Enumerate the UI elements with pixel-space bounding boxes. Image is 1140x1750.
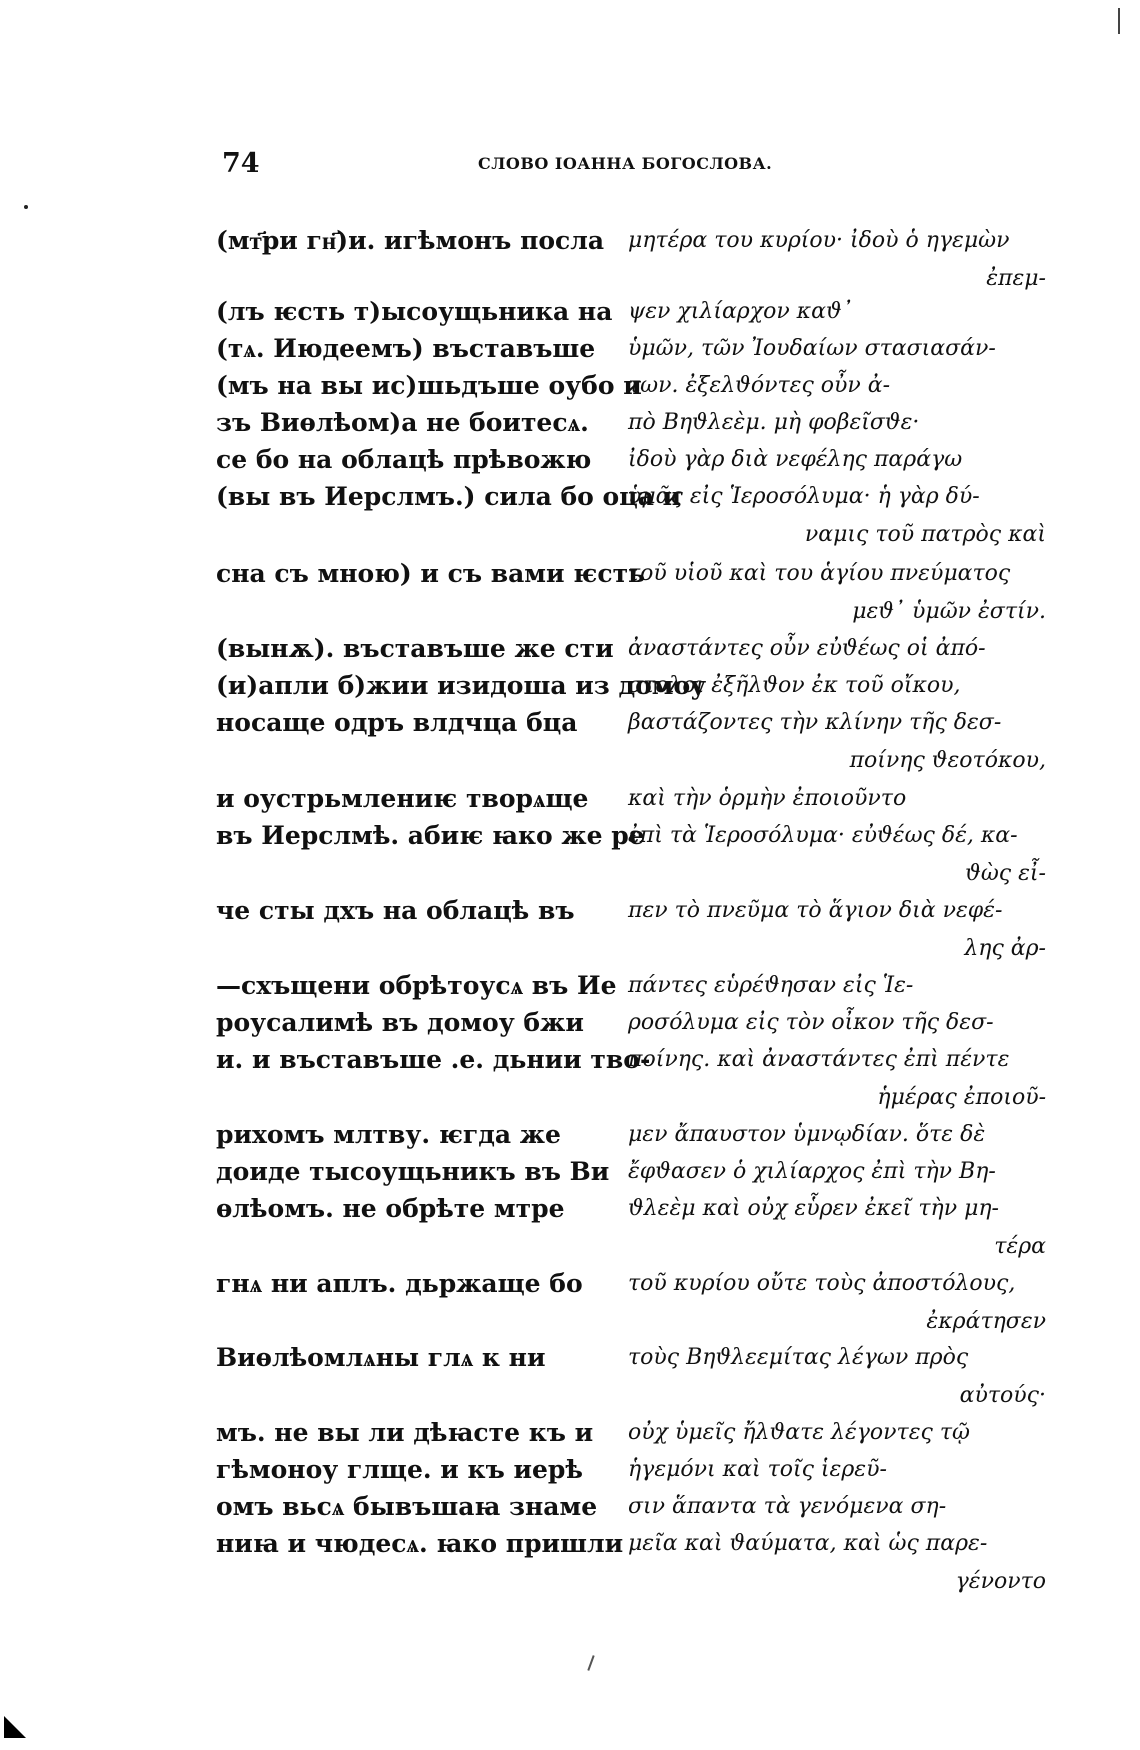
greek-line: τοῦ κυρίου οὔτε τοὺς ἀποστόλους, bbox=[628, 1271, 1016, 1296]
greek-column bbox=[628, 1153, 1046, 1191]
greek-column bbox=[628, 1116, 1046, 1154]
slavonic-line: Виѳлѣомлѧны глѧ к ни bbox=[216, 1343, 546, 1372]
greek-column bbox=[628, 1339, 1046, 1415]
greek-line: μεϑ᾽ ὑμῶν ἐστίν. bbox=[852, 599, 1046, 624]
greek-line: ἡγεμόνι καὶ τοῖς ἱερεῦ- bbox=[628, 1457, 887, 1482]
slavonic-line: и. и въставъше .е. дьнии тво- bbox=[216, 1045, 651, 1074]
scan-line bbox=[1118, 8, 1120, 34]
greek-column bbox=[628, 478, 1046, 554]
slavonic-line: рихомъ млтву. ѥгда же bbox=[216, 1120, 561, 1149]
greek-line: αὐτούς· bbox=[959, 1383, 1046, 1408]
corner-arrow-icon bbox=[4, 1716, 26, 1738]
slavonic-line: гѣмоноу глще. и къ иерѣ bbox=[216, 1455, 583, 1484]
slavonic-line: (мт҃ри гн҃)и. игѣмонъ посла bbox=[216, 226, 605, 255]
slavonic-line: роусалимѣ въ домоу бжи bbox=[216, 1008, 584, 1037]
greek-line: ϑὼς εἶ- bbox=[965, 861, 1046, 886]
greek-line: ὑμᾶς εἰς Ἱεροσόλυμα· ἡ γὰρ δύ- bbox=[628, 484, 980, 509]
slavonic-line: ѳлѣомъ. не обрѣте мтре bbox=[216, 1194, 565, 1223]
greek-line: μεῖα καὶ ϑαύματα, καὶ ὡς παρε- bbox=[628, 1531, 988, 1556]
greek-line: ποίνης ϑεοτόκου, bbox=[849, 748, 1046, 773]
greek-line: ἀναστάντες οὖν εὐϑέως οἱ ἀπό- bbox=[628, 636, 986, 661]
greek-line: ϑλεὲμ καὶ οὐχ εὗρεν ἐκεῖ τὴν μη- bbox=[628, 1196, 999, 1221]
greek-line: ὑμῶν, τῶν Ἰουδαίων στασιασάν- bbox=[628, 336, 996, 361]
greek-line: ἐκράτησεν bbox=[926, 1309, 1046, 1334]
greek-column bbox=[628, 330, 1046, 368]
scan-speck bbox=[24, 205, 28, 209]
slavonic-line: доиде тысоущьникъ въ Ви bbox=[216, 1157, 610, 1186]
slavonic-line: (и)апли б)жии изидоша из домоу bbox=[216, 671, 707, 700]
slavonic-line: носаще одръ влдчца бца bbox=[216, 708, 578, 737]
greek-line: ἐπεμ- bbox=[986, 266, 1046, 291]
slavonic-line: зъ Виѳлѣом)а не боитесѧ. bbox=[216, 408, 589, 437]
greek-line: ναμις τοῦ πατρὸς καὶ bbox=[804, 522, 1046, 547]
slavonic-line: —схъщени обрѣтоусѧ въ Ие bbox=[216, 971, 617, 1000]
greek-line: τοὺς Βηϑλεεμίτας λέγων πρὸς bbox=[628, 1345, 969, 1370]
greek-column bbox=[628, 630, 1046, 668]
greek-line: σιν ἅπαντα τὰ γενόμενα ση- bbox=[628, 1494, 947, 1519]
slavonic-line: омъ вьсѧ бывъшаꙗ знаме bbox=[216, 1492, 598, 1521]
greek-column bbox=[628, 1265, 1046, 1341]
greek-line: ψεν χιλίαρχον καϑ᾽ bbox=[628, 299, 853, 324]
slavonic-line: въ Иерслмѣ. абиѥ ꙗко же ре bbox=[216, 821, 645, 850]
greek-line: ἰδοὺ γὰρ διὰ νεφέλης παράγω bbox=[628, 447, 963, 472]
running-title: СЛОВО ІОАННА БОГОСЛОВА. bbox=[478, 154, 773, 173]
greek-column bbox=[628, 1451, 1046, 1489]
slavonic-line: че сты дхъ на облацѣ въ bbox=[216, 896, 575, 925]
slavonic-line: (лъ ѥсть т)ысоущьника на bbox=[216, 297, 613, 326]
slavonic-line: (вы въ Иерслмъ.) сила бо оца и bbox=[216, 482, 682, 511]
slavonic-line: (мъ на вы ис)шьдъше оубо и bbox=[216, 371, 642, 400]
greek-column bbox=[628, 892, 1046, 968]
greek-column bbox=[628, 441, 1046, 479]
greek-line: βαστάζοντες τὴν κλίνην τῆς δεσ- bbox=[628, 710, 1002, 735]
greek-column bbox=[628, 1190, 1046, 1266]
greek-column bbox=[628, 1414, 1046, 1452]
greek-line: τοῦ υἱοῦ καὶ του ἁγίου πνεύματος bbox=[628, 561, 1011, 586]
slavonic-line: се бо на облацѣ прѣвожю bbox=[216, 445, 592, 474]
greek-line: λης ἀρ- bbox=[964, 936, 1046, 961]
greek-line: των. ἐξελϑόντες οὖν ἀ- bbox=[628, 373, 891, 398]
greek-line: πάντες εὑρέϑησαν εἰς Ἱε- bbox=[628, 973, 914, 998]
greek-column bbox=[628, 967, 1046, 1005]
greek-column bbox=[628, 704, 1046, 780]
greek-column bbox=[628, 222, 1046, 298]
greek-line: οὐχ ὑμεῖς ἤλϑατε λέγοντες τῷ bbox=[628, 1420, 970, 1445]
greek-column bbox=[628, 780, 1046, 818]
greek-line: μεν ἄπαυστον ὑμνῳδίαν. ὅτε δὲ bbox=[628, 1122, 986, 1147]
greek-line: γένοντο bbox=[955, 1569, 1046, 1594]
greek-column bbox=[628, 817, 1046, 893]
greek-column bbox=[628, 1041, 1046, 1117]
greek-column bbox=[628, 667, 1046, 705]
greek-line: ἐπὶ τὰ Ἱεροσόλυμα· εὐϑέως δέ, κα- bbox=[628, 823, 1018, 848]
greek-column bbox=[628, 293, 1046, 331]
slavonic-line: мъ. не вы ли дѣꙗсте къ и bbox=[216, 1418, 594, 1447]
scan-speck bbox=[587, 1655, 594, 1671]
greek-line: ροσόλυμα εἰς τὸν οἶκον τῆς δεσ- bbox=[628, 1010, 994, 1035]
greek-line: ἡμέρας ἐποιοῦ- bbox=[877, 1085, 1046, 1110]
greek-line: μητέρα του κυρίου· ἰδοὺ ὁ ηγεμὼν bbox=[628, 228, 1010, 253]
greek-line: ποίνης. καὶ ἀναστάντες ἐπὶ πέντε bbox=[628, 1047, 1010, 1072]
greek-column bbox=[628, 404, 1046, 442]
greek-line: πεν τὸ πνεῦμα τὸ ἅγιον διὰ νεφέ- bbox=[628, 898, 1003, 923]
slavonic-line: ниꙗ и чюдесѧ. ꙗко пришли bbox=[216, 1529, 624, 1558]
greek-column bbox=[628, 555, 1046, 631]
slavonic-line: гнѧ ни аплъ. дьржаще бо bbox=[216, 1269, 583, 1298]
greek-line: ἔφϑασεν ὁ χιλίαρχος ἐπὶ τὴν Βη- bbox=[628, 1159, 996, 1184]
greek-column bbox=[628, 367, 1046, 405]
greek-line: πὸ Βηϑλεὲμ. μὴ φοβεῖσϑε· bbox=[628, 410, 920, 435]
greek-line: καὶ τὴν ὁρμὴν ἐποιοῦντο bbox=[628, 786, 907, 811]
greek-column bbox=[628, 1488, 1046, 1526]
slavonic-line: сна съ мною) и съ вами ѥсть bbox=[216, 559, 646, 588]
greek-line: τέρα bbox=[994, 1234, 1046, 1259]
slavonic-line: и оустрьмлениѥ творѧще bbox=[216, 784, 589, 813]
greek-line: στολοι ἐξῆλϑον ἐκ τοῦ οἴκου, bbox=[628, 673, 961, 698]
slavonic-line: (вынѫ). въставъше же сти bbox=[216, 634, 614, 663]
page-number: 74 bbox=[222, 148, 260, 179]
slavonic-line: (тѧ. Июдеемъ) въставъше bbox=[216, 334, 596, 363]
greek-column bbox=[628, 1004, 1046, 1042]
greek-column bbox=[628, 1525, 1046, 1601]
